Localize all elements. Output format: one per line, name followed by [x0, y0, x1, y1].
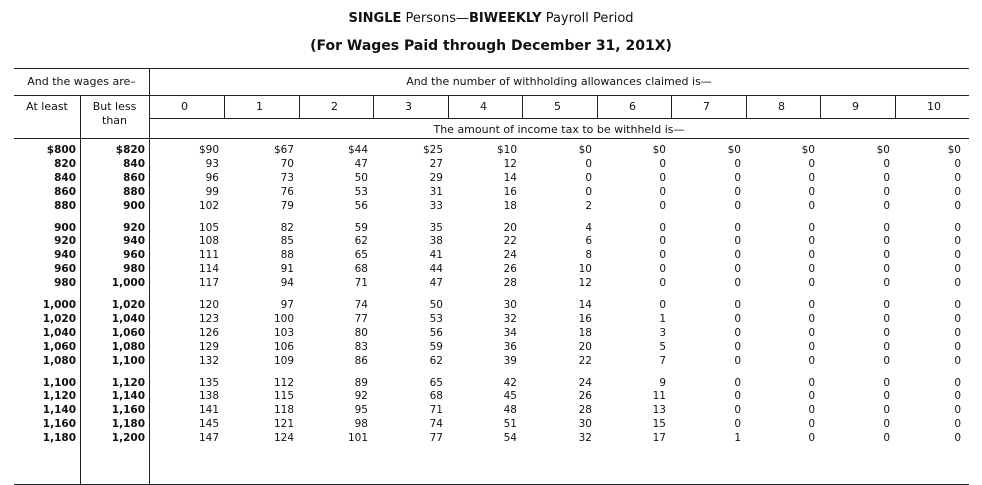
row-tax-allowance-6: 9 [659, 376, 666, 389]
row-tax-allowance-5: 28 [578, 404, 592, 417]
row-tax-allowance-10: 0 [954, 354, 961, 367]
row-at-least: 960 [54, 263, 76, 276]
row-tax-allowance-10: 0 [954, 157, 961, 170]
row-but-less: 1,160 [111, 404, 145, 417]
row-tax-allowance-10: 0 [954, 277, 961, 290]
row-tax-allowance-2: 68 [354, 263, 368, 276]
row-tax-allowance-6: 15 [652, 418, 666, 431]
row-tax-allowance-6: 11 [652, 390, 666, 403]
row-at-least: 880 [54, 199, 76, 212]
row-tax-allowance-0: 102 [198, 199, 219, 212]
row-tax-allowance-10: 0 [954, 299, 961, 311]
row-tax-allowance-4: 30 [503, 299, 517, 311]
row-tax-allowance-7: 0 [734, 235, 741, 248]
row-tax-allowance-2: 71 [354, 277, 368, 290]
row-tax-allowance-9: 0 [883, 390, 890, 403]
row-tax-allowance-1: 106 [273, 340, 294, 353]
row-tax-allowance-4: 36 [503, 340, 517, 353]
row-at-least: 1,060 [42, 340, 76, 353]
header-allowance-3: 3 [405, 100, 412, 113]
row-but-less: 880 [123, 185, 145, 198]
row-tax-allowance-6: 0 [659, 221, 666, 234]
row-tax-allowance-9: 0 [883, 299, 890, 311]
row-tax-allowance-3: 31 [429, 185, 443, 198]
row-tax-allowance-6: 0 [659, 299, 666, 311]
row-tax-allowance-1: 109 [273, 354, 294, 367]
row-tax-allowance-7: 0 [734, 376, 741, 389]
row-tax-allowance-5: 8 [585, 249, 592, 262]
row-tax-allowance-2: 92 [354, 390, 368, 403]
row-tax-allowance-5: 0 [585, 185, 592, 198]
row-tax-allowance-0: 135 [198, 376, 219, 389]
row-tax-allowance-7: 0 [734, 340, 741, 353]
row-but-less: 1,100 [111, 354, 145, 367]
row-tax-allowance-8: 0 [808, 199, 815, 212]
header-wages-are: And the wages are– [27, 75, 136, 88]
row-tax-allowance-1: 97 [280, 299, 294, 311]
row-tax-allowance-0: $90 [198, 144, 219, 156]
row-tax-allowance-0: 96 [205, 171, 219, 184]
row-tax-allowance-4: 14 [503, 171, 517, 184]
row-tax-allowance-4: 28 [503, 277, 517, 290]
row-tax-allowance-0: 123 [198, 312, 219, 325]
row-tax-allowance-6: 0 [659, 249, 666, 262]
row-tax-allowance-4: 34 [503, 326, 517, 339]
row-tax-allowance-4: 54 [503, 432, 517, 445]
row-tax-allowance-3: 27 [429, 157, 443, 170]
row-tax-allowance-7: 0 [734, 171, 741, 184]
row-tax-allowance-10: 0 [954, 312, 961, 325]
title-persons: Persons— [401, 11, 469, 26]
row-tax-allowance-9: 0 [883, 277, 890, 290]
header-allowance-6: 6 [629, 100, 636, 113]
row-but-less: 940 [123, 235, 145, 248]
row-tax-allowance-9: $0 [876, 144, 890, 156]
row-tax-allowance-0: 99 [205, 185, 219, 198]
rule-col-allowance [299, 95, 300, 118]
table-subtitle: (For Wages Paid through December 31, 201X) [310, 38, 672, 54]
row-tax-allowance-4: 45 [503, 390, 517, 403]
row-tax-allowance-6: 13 [652, 404, 666, 417]
row-tax-allowance-8: 0 [808, 171, 815, 184]
row-tax-allowance-3: 65 [429, 376, 443, 389]
header-but-less: But less [92, 100, 137, 113]
row-tax-allowance-9: 0 [883, 221, 890, 234]
row-tax-allowance-5: 26 [578, 390, 592, 403]
row-but-less: 1,200 [111, 432, 145, 445]
row-tax-allowance-6: 0 [659, 185, 666, 198]
row-tax-allowance-7: 0 [734, 326, 741, 339]
row-tax-allowance-8: 0 [808, 312, 815, 325]
row-but-less: 860 [123, 171, 145, 184]
row-tax-allowance-3: 44 [429, 263, 443, 276]
row-tax-allowance-2: 83 [354, 340, 368, 353]
row-tax-allowance-10: 0 [954, 326, 961, 339]
row-at-least: 1,160 [42, 418, 76, 431]
row-tax-allowance-2: 86 [354, 354, 368, 367]
row-tax-allowance-10: 0 [954, 418, 961, 431]
row-tax-allowance-4: 39 [503, 354, 517, 367]
row-tax-allowance-0: 147 [198, 432, 219, 445]
row-but-less: 900 [123, 199, 145, 212]
row-tax-allowance-10: 0 [954, 249, 961, 262]
row-but-less: 1,140 [111, 390, 145, 403]
header-allowance-4: 4 [480, 100, 487, 113]
row-but-less: 1,020 [111, 299, 145, 311]
row-tax-allowance-1: 94 [280, 277, 294, 290]
header-allowance-1: 1 [256, 100, 263, 113]
row-tax-allowance-10: 0 [954, 390, 961, 403]
row-tax-allowance-5: 4 [585, 221, 592, 234]
row-tax-allowance-8: 0 [808, 340, 815, 353]
row-tax-allowance-9: 0 [883, 171, 890, 184]
row-but-less: 1,080 [111, 340, 145, 353]
row-at-least: 840 [54, 171, 76, 184]
rule-col-atleast [80, 95, 81, 484]
row-tax-allowance-10: 0 [954, 185, 961, 198]
row-but-less: $820 [115, 144, 145, 156]
header-allowance-0: 0 [181, 100, 188, 113]
row-tax-allowance-5: 32 [578, 432, 592, 445]
header-allowance-2: 2 [331, 100, 338, 113]
title-single: SINGLE [348, 11, 402, 26]
row-tax-allowance-3: 50 [429, 299, 443, 311]
row-tax-allowance-2: $44 [347, 144, 368, 156]
row-tax-allowance-4: 51 [503, 418, 517, 431]
rule-top [14, 68, 969, 69]
row-tax-allowance-2: 101 [347, 432, 368, 445]
row-tax-allowance-2: 65 [354, 249, 368, 262]
row-tax-allowance-6: 0 [659, 277, 666, 290]
row-tax-allowance-10: 0 [954, 235, 961, 248]
rule-header-mid [14, 95, 969, 96]
row-tax-allowance-0: 126 [198, 326, 219, 339]
row-tax-allowance-4: 24 [503, 249, 517, 262]
table-title [0, 11, 982, 26]
row-but-less: 960 [123, 249, 145, 262]
row-but-less: 980 [123, 263, 145, 276]
row-tax-allowance-9: 0 [883, 199, 890, 212]
row-at-least: 1,020 [42, 312, 76, 325]
row-tax-allowance-3: $25 [422, 144, 443, 156]
row-at-least: 1,040 [42, 326, 76, 339]
row-tax-allowance-7: 0 [734, 404, 741, 417]
row-tax-allowance-7: 0 [734, 312, 741, 325]
row-tax-allowance-4: 18 [503, 199, 517, 212]
row-tax-allowance-0: 117 [198, 277, 219, 290]
row-tax-allowance-1: 79 [280, 199, 294, 212]
row-tax-allowance-0: 141 [198, 404, 219, 417]
row-tax-allowance-10: 0 [954, 171, 961, 184]
row-but-less: 1,040 [111, 312, 145, 325]
row-tax-allowance-6: $0 [652, 144, 666, 156]
row-tax-allowance-9: 0 [883, 376, 890, 389]
row-tax-allowance-5: 24 [578, 376, 592, 389]
row-tax-allowance-3: 74 [429, 418, 443, 431]
row-but-less: 1,120 [111, 376, 145, 389]
row-tax-allowance-0: 111 [198, 249, 219, 262]
row-tax-allowance-0: 145 [198, 418, 219, 431]
row-tax-allowance-0: 120 [198, 299, 219, 311]
row-tax-allowance-5: 14 [578, 299, 592, 311]
row-tax-allowance-7: 0 [734, 199, 741, 212]
row-tax-allowance-8: 0 [808, 263, 815, 276]
row-tax-allowance-0: 93 [205, 157, 219, 170]
header-amount-withheld: The amount of income tax to be withheld is— [433, 123, 685, 136]
title-payroll-period: Payroll Period [541, 11, 634, 26]
row-tax-allowance-1: 70 [280, 157, 294, 170]
row-tax-allowance-4: 26 [503, 263, 517, 276]
row-at-least: 940 [54, 249, 76, 262]
row-tax-allowance-9: 0 [883, 235, 890, 248]
row-tax-allowance-3: 56 [429, 326, 443, 339]
row-tax-allowance-3: 33 [429, 199, 443, 212]
row-tax-allowance-5: 10 [578, 263, 592, 276]
row-tax-allowance-7: 0 [734, 249, 741, 262]
row-tax-allowance-8: 0 [808, 418, 815, 431]
row-tax-allowance-9: 0 [883, 157, 890, 170]
row-tax-allowance-10: 0 [954, 263, 961, 276]
row-but-less: 840 [123, 157, 145, 170]
row-tax-allowance-6: 17 [652, 432, 666, 445]
rule-amount-top [149, 118, 969, 119]
row-tax-allowance-9: 0 [883, 340, 890, 353]
row-tax-allowance-7: 0 [734, 263, 741, 276]
row-tax-allowance-4: 22 [503, 235, 517, 248]
row-tax-allowance-1: 82 [280, 221, 294, 234]
row-tax-allowance-3: 68 [429, 390, 443, 403]
row-tax-allowance-5: 12 [578, 277, 592, 290]
row-tax-allowance-4: 32 [503, 312, 517, 325]
row-tax-allowance-2: 56 [354, 199, 368, 212]
row-tax-allowance-6: 5 [659, 340, 666, 353]
row-at-least: 860 [54, 185, 76, 198]
row-at-least: 1,000 [42, 299, 76, 311]
row-tax-allowance-3: 29 [429, 171, 443, 184]
row-tax-allowance-7: 0 [734, 221, 741, 234]
row-tax-allowance-5: 30 [578, 418, 592, 431]
row-tax-allowance-10: 0 [954, 432, 961, 445]
row-tax-allowance-1: 73 [280, 171, 294, 184]
row-tax-allowance-10: 0 [954, 404, 961, 417]
row-tax-allowance-5: 2 [585, 199, 592, 212]
row-tax-allowance-8: 0 [808, 157, 815, 170]
row-tax-allowance-2: 47 [354, 157, 368, 170]
row-tax-allowance-10: 0 [954, 221, 961, 234]
row-tax-allowance-1: 88 [280, 249, 294, 262]
row-at-least: 900 [54, 221, 76, 234]
row-tax-allowance-5: 0 [585, 171, 592, 184]
row-tax-allowance-5: 20 [578, 340, 592, 353]
row-tax-allowance-5: $0 [578, 144, 592, 156]
row-tax-allowance-2: 98 [354, 418, 368, 431]
rule-col-allowance [895, 95, 896, 118]
row-tax-allowance-6: 0 [659, 199, 666, 212]
row-tax-allowance-8: 0 [808, 221, 815, 234]
row-at-least: $800 [46, 144, 76, 156]
row-tax-allowance-6: 0 [659, 235, 666, 248]
row-tax-allowance-4: 20 [503, 221, 517, 234]
row-tax-allowance-9: 0 [883, 354, 890, 367]
row-tax-allowance-2: 74 [354, 299, 368, 311]
row-tax-allowance-1: 118 [273, 404, 294, 417]
rule-col-allowance [224, 95, 225, 118]
row-tax-allowance-5: 0 [585, 157, 592, 170]
row-tax-allowance-3: 47 [429, 277, 443, 290]
row-tax-allowance-9: 0 [883, 185, 890, 198]
row-tax-allowance-9: 0 [883, 263, 890, 276]
row-tax-allowance-4: 12 [503, 157, 517, 170]
row-tax-allowance-3: 53 [429, 312, 443, 325]
header-allowance-10: 10 [927, 100, 941, 113]
row-tax-allowance-9: 0 [883, 326, 890, 339]
row-tax-allowance-8: 0 [808, 404, 815, 417]
row-tax-allowance-9: 0 [883, 312, 890, 325]
row-tax-allowance-1: 85 [280, 235, 294, 248]
row-tax-allowance-9: 0 [883, 404, 890, 417]
header-allowance-5: 5 [554, 100, 561, 113]
row-tax-allowance-1: 76 [280, 185, 294, 198]
row-tax-allowance-8: 0 [808, 235, 815, 248]
row-tax-allowance-0: 108 [198, 235, 219, 248]
row-tax-allowance-6: 0 [659, 171, 666, 184]
row-tax-allowance-1: 115 [273, 390, 294, 403]
row-tax-allowance-10: 0 [954, 340, 961, 353]
row-tax-allowance-0: 105 [198, 221, 219, 234]
row-tax-allowance-8: 0 [808, 249, 815, 262]
row-tax-allowance-8: 0 [808, 390, 815, 403]
rule-header-bottom [14, 138, 969, 139]
header-than: than [102, 114, 127, 127]
row-tax-allowance-7: 0 [734, 354, 741, 367]
row-tax-allowance-1: 124 [273, 432, 294, 445]
row-at-least: 1,180 [42, 432, 76, 445]
row-tax-allowance-5: 22 [578, 354, 592, 367]
row-tax-allowance-10: 0 [954, 376, 961, 389]
row-tax-allowance-6: 0 [659, 157, 666, 170]
row-tax-allowance-6: 1 [659, 312, 666, 325]
row-tax-allowance-7: 1 [734, 432, 741, 445]
row-tax-allowance-7: $0 [727, 144, 741, 156]
row-but-less: 1,180 [111, 418, 145, 431]
row-tax-allowance-5: 6 [585, 235, 592, 248]
row-tax-allowance-8: 0 [808, 326, 815, 339]
row-tax-allowance-3: 35 [429, 221, 443, 234]
row-tax-allowance-4: 42 [503, 376, 517, 389]
row-at-least: 1,080 [42, 354, 76, 367]
row-tax-allowance-6: 0 [659, 263, 666, 276]
header-allowance-9: 9 [852, 100, 859, 113]
rule-col-allowance [746, 95, 747, 118]
row-tax-allowance-2: 53 [354, 185, 368, 198]
row-but-less: 1,060 [111, 326, 145, 339]
row-tax-allowance-2: 95 [354, 404, 368, 417]
rule-col-allowance [671, 95, 672, 118]
rule-col-allowance [597, 95, 598, 118]
row-tax-allowance-6: 7 [659, 354, 666, 367]
header-allowances-claimed: And the number of withholding allowances claimed is— [406, 75, 712, 88]
row-at-least: 980 [54, 277, 76, 290]
row-tax-allowance-9: 0 [883, 249, 890, 262]
row-tax-allowance-3: 62 [429, 354, 443, 367]
row-tax-allowance-3: 71 [429, 404, 443, 417]
row-tax-allowance-2: 50 [354, 171, 368, 184]
row-tax-allowance-6: 3 [659, 326, 666, 339]
row-but-less: 1,000 [111, 277, 145, 290]
row-tax-allowance-8: $0 [801, 144, 815, 156]
row-tax-allowance-8: 0 [808, 299, 815, 311]
row-tax-allowance-1: 103 [273, 326, 294, 339]
rule-col-allowance [820, 95, 821, 118]
row-tax-allowance-7: 0 [734, 418, 741, 431]
rule-col-allowance [448, 95, 449, 118]
row-tax-allowance-9: 0 [883, 432, 890, 445]
row-but-less: 920 [123, 221, 145, 234]
row-tax-allowance-0: 138 [198, 390, 219, 403]
row-tax-allowance-7: 0 [734, 157, 741, 170]
row-tax-allowance-4: 48 [503, 404, 517, 417]
row-tax-allowance-7: 0 [734, 299, 741, 311]
row-tax-allowance-8: 0 [808, 277, 815, 290]
row-tax-allowance-4: 16 [503, 185, 517, 198]
row-tax-allowance-1: 121 [273, 418, 294, 431]
row-tax-allowance-10: 0 [954, 199, 961, 212]
row-tax-allowance-3: 38 [429, 235, 443, 248]
row-tax-allowance-2: 77 [354, 312, 368, 325]
header-allowance-7: 7 [703, 100, 710, 113]
row-tax-allowance-4: $10 [496, 144, 517, 156]
row-tax-allowance-10: $0 [947, 144, 961, 156]
row-tax-allowance-1: $67 [273, 144, 294, 156]
row-tax-allowance-9: 0 [883, 418, 890, 431]
row-tax-allowance-3: 41 [429, 249, 443, 262]
row-tax-allowance-7: 0 [734, 277, 741, 290]
row-at-least: 920 [54, 235, 76, 248]
row-tax-allowance-3: 59 [429, 340, 443, 353]
row-tax-allowance-7: 0 [734, 185, 741, 198]
row-tax-allowance-1: 100 [273, 312, 294, 325]
row-tax-allowance-2: 89 [354, 376, 368, 389]
row-tax-allowance-8: 0 [808, 432, 815, 445]
row-tax-allowance-1: 91 [280, 263, 294, 276]
row-at-least: 820 [54, 157, 76, 170]
row-tax-allowance-0: 129 [198, 340, 219, 353]
rule-col-allowance [522, 95, 523, 118]
row-tax-allowance-8: 0 [808, 354, 815, 367]
row-tax-allowance-7: 0 [734, 390, 741, 403]
header-at-least: At least [26, 100, 68, 113]
row-tax-allowance-8: 0 [808, 376, 815, 389]
row-tax-allowance-2: 59 [354, 221, 368, 234]
row-tax-allowance-2: 80 [354, 326, 368, 339]
row-tax-allowance-5: 18 [578, 326, 592, 339]
row-at-least: 1,100 [42, 376, 76, 389]
row-tax-allowance-2: 62 [354, 235, 368, 248]
row-tax-allowance-3: 77 [429, 432, 443, 445]
header-allowance-8: 8 [778, 100, 785, 113]
title-biweekly: BIWEEKLY [468, 11, 542, 26]
row-tax-allowance-0: 114 [198, 263, 219, 276]
row-tax-allowance-1: 112 [273, 376, 294, 389]
row-tax-allowance-8: 0 [808, 185, 815, 198]
row-at-least: 1,120 [42, 390, 76, 403]
row-tax-allowance-0: 132 [198, 354, 219, 367]
row-at-least: 1,140 [42, 404, 76, 417]
row-tax-allowance-5: 16 [578, 312, 592, 325]
rule-col-allowance [373, 95, 374, 118]
